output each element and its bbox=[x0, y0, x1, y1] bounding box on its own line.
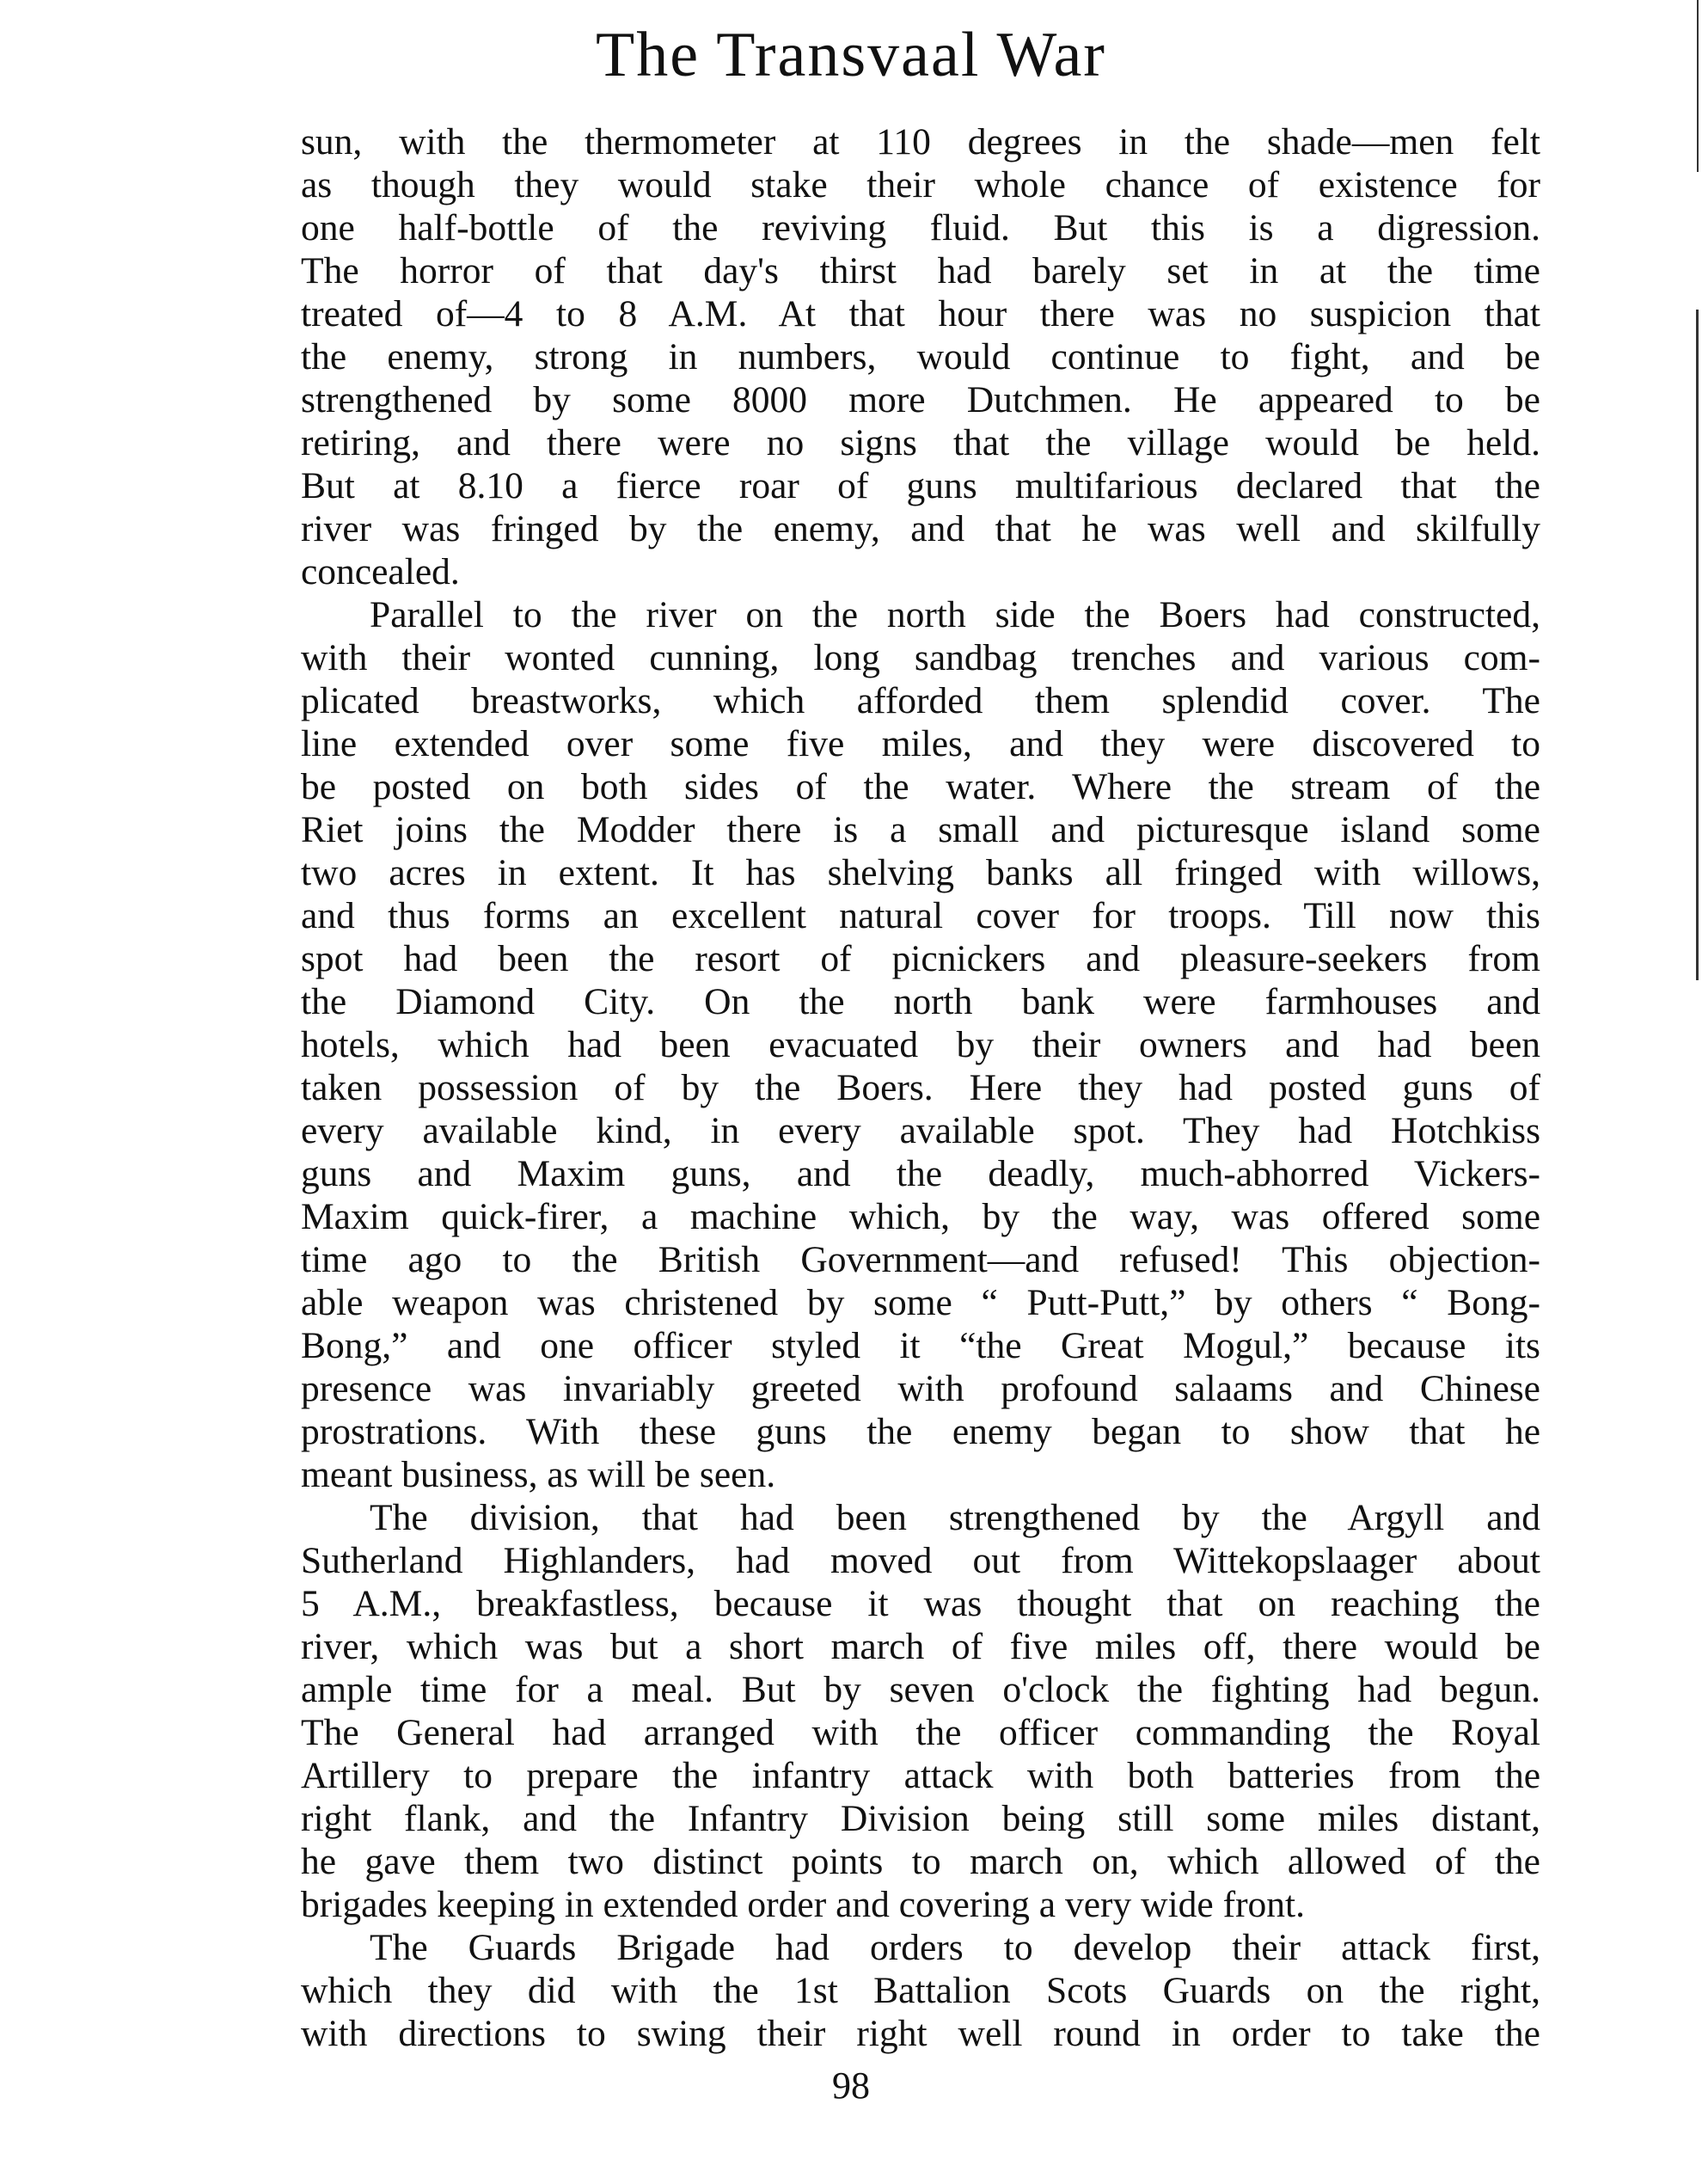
page-number: 98 bbox=[832, 2064, 870, 2107]
text-line: Maxim quick-firer, a machine which, by the way, was offered some bbox=[301, 1196, 1540, 1237]
text-line: the enemy, strong in numbers, would continue to fight, and be bbox=[301, 336, 1540, 377]
text-line: The Guards Brigade had orders to develop their attack first, bbox=[370, 1927, 1540, 1968]
text-line: strengthened by some 8000 more Dutchmen. He appeared to be bbox=[301, 379, 1540, 420]
text-line: every available kind, in every available spot. They had Hotchkiss bbox=[301, 1110, 1540, 1151]
text-line: one half-bottle of the reviving fluid. But this is a digression. bbox=[301, 207, 1540, 248]
text-line: the Diamond City. On the north bank were farmhouses and bbox=[301, 981, 1540, 1022]
text-line: with their wonted cunning, long sandbag trenches and various com- bbox=[301, 637, 1540, 678]
text-line: Parallel to the river on the north side the Boers had constructed, bbox=[370, 594, 1540, 635]
text-line: Riet joins the Modder there is a small and picturesque island some bbox=[301, 809, 1540, 850]
text-line: retiring, and there were no signs that the village would be held. bbox=[301, 422, 1540, 463]
text-line: presence was invariably greeted with profound salaams and Chinese bbox=[301, 1368, 1540, 1409]
running-header-title: The Transvaal War bbox=[596, 20, 1106, 90]
text-line: prostrations. With these guns the enemy began to show that he bbox=[301, 1411, 1540, 1452]
text-line: brigades keeping in extended order and covering a very wide front. bbox=[301, 1884, 1306, 1925]
text-line: line extended over some five miles, and they were discovered to bbox=[301, 723, 1540, 764]
text-line: Artillery to prepare the infantry attack with both batteries from the bbox=[301, 1755, 1540, 1796]
text-line: two acres in extent. It has shelving banks all fringed with willows, bbox=[301, 852, 1540, 893]
scan-edge-line bbox=[1696, 310, 1699, 980]
text-line: which they did with the 1st Battalion Scots Guards on the right, bbox=[301, 1970, 1540, 2011]
scan-edge-line bbox=[1697, 0, 1699, 172]
text-line: river was fringed by the enemy, and that he was well and skilfully bbox=[301, 508, 1540, 549]
text-line: be posted on both sides of the water. Where the stream of the bbox=[301, 766, 1540, 807]
text-line: treated of—4 to 8 A.M. At that hour there was no suspicion that bbox=[301, 293, 1540, 334]
text-line: hotels, which had been evacuated by their owners and had been bbox=[301, 1024, 1540, 1065]
text-line: river, which was but a short march of five miles off, there would be bbox=[301, 1626, 1540, 1667]
text-line: meant business, as will be seen. bbox=[301, 1454, 776, 1495]
text-line: able weapon was christened by some “ Putt-Putt,” by others “ Bong- bbox=[301, 1282, 1540, 1323]
text-line: taken possession of by the Boers. Here they had posted guns of bbox=[301, 1067, 1540, 1108]
text-line: time ago to the British Government—and refused! This objection- bbox=[301, 1239, 1540, 1280]
text-line: The General had arranged with the officer commanding the Royal bbox=[301, 1712, 1540, 1753]
text-line: But at 8.10 a fierce roar of guns multifarious declared that the bbox=[301, 465, 1540, 506]
text-line: Sutherland Highlanders, had moved out from Wittekopslaager about bbox=[301, 1540, 1540, 1581]
text-line: and thus forms an excellent natural cover for troops. Till now this bbox=[301, 895, 1540, 936]
text-line: plicated breastworks, which afforded them splendid cover. The bbox=[301, 680, 1540, 721]
text-line: with directions to swing their right well round in order to take the bbox=[301, 2013, 1540, 2054]
text-line: 5 A.M., breakfastless, because it was thought that on reaching the bbox=[301, 1583, 1540, 1624]
text-line: Bong,” and one officer styled it “the Great Mogul,” because its bbox=[301, 1325, 1540, 1366]
text-line: he gave them two distinct points to march on, which allowed of the bbox=[301, 1841, 1540, 1882]
text-line: as though they would stake their whole chance of existence for bbox=[301, 164, 1540, 206]
body-text bbox=[301, 120, 1540, 2055]
text-line: spot had been the resort of picnickers and pleasure-seekers from bbox=[301, 938, 1540, 979]
text-line: concealed. bbox=[301, 551, 460, 592]
text-line: The division, that had been strengthened by the Argyll and bbox=[370, 1497, 1540, 1538]
text-line: sun, with the thermometer at 110 degrees in the shade—men felt bbox=[301, 121, 1540, 163]
text-line: ample time for a meal. But by seven o'clock the fighting had begun. bbox=[301, 1669, 1540, 1710]
text-line: right flank, and the Infantry Division being still some miles distant, bbox=[301, 1798, 1540, 1839]
text-line: The horror of that day's thirst had barely set in at the time bbox=[301, 250, 1540, 291]
text-line: guns and Maxim guns, and the deadly, much-abhorred Vickers- bbox=[301, 1153, 1540, 1194]
